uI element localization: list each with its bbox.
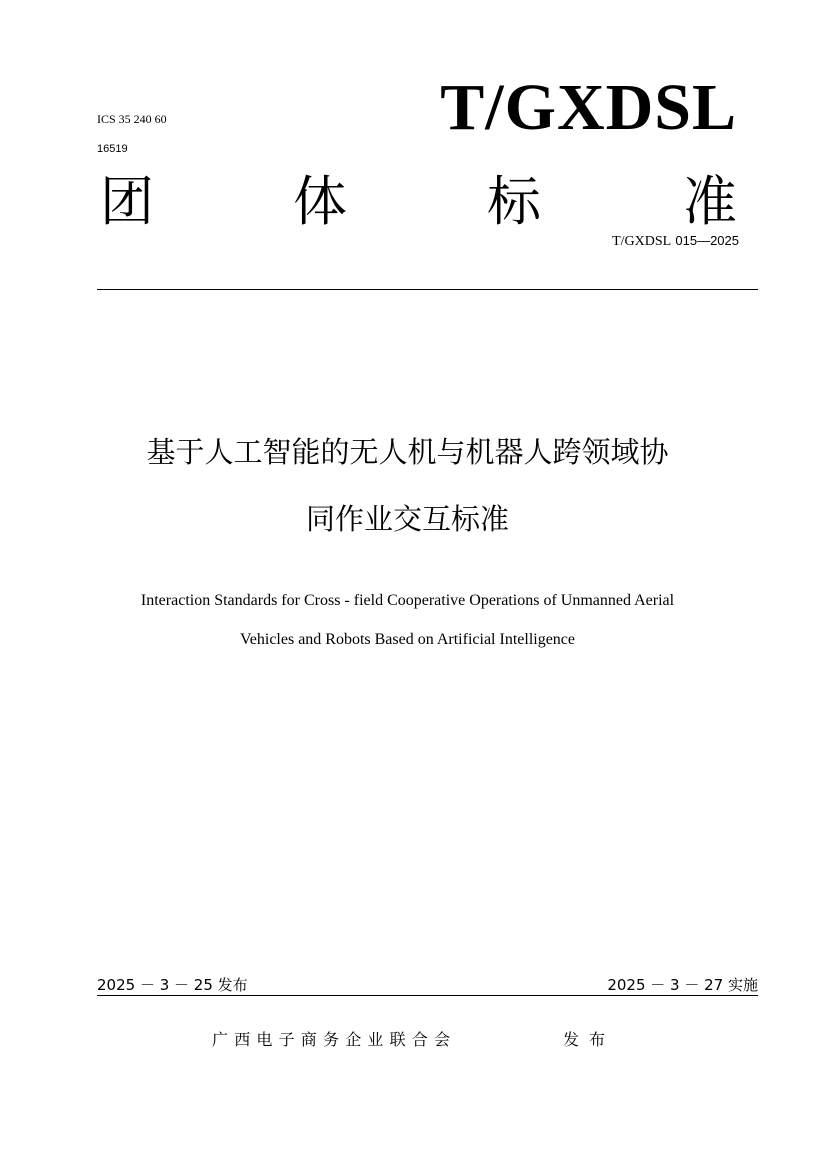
ics-code: ICS 35 240 60 — [97, 112, 167, 126]
english-title-line-2: Vehicles and Robots Based on Artificial Intelligence — [239, 631, 576, 648]
chinese-title-line-1: 基于人工智能的无人机与机器人跨领域协 — [146, 435, 669, 469]
category-char-4: 准 — [683, 170, 737, 233]
implementation-date: 2025 － 3 － 27 实施 — [607, 976, 758, 994]
publisher-name: 广西电子商务企业联合会 — [212, 1030, 457, 1049]
chinese-title-line-2: 同作业交互标准 — [305, 502, 509, 536]
ccs-code: 16519 — [97, 143, 128, 155]
issue-date: 2025 － 3 － 25 发布 — [97, 976, 248, 994]
standard-number-prefix: T/GXDSL — [612, 234, 672, 249]
footer-divider — [97, 995, 758, 996]
publish-label: 发布 — [563, 1030, 616, 1049]
standard-number — [612, 233, 739, 250]
category-char-1: 团 — [100, 170, 154, 233]
header-divider — [97, 289, 758, 290]
english-title-line-1: Interaction Standards for Cross - field Cooperative Operations of Unmanned Aerial — [140, 592, 675, 609]
standard-number-value: 015—2025 — [675, 233, 739, 248]
category-char-3: 标 — [487, 170, 541, 233]
standard-logo: T/GXDSL — [440, 71, 737, 144]
category-char-2: 体 — [293, 170, 347, 233]
